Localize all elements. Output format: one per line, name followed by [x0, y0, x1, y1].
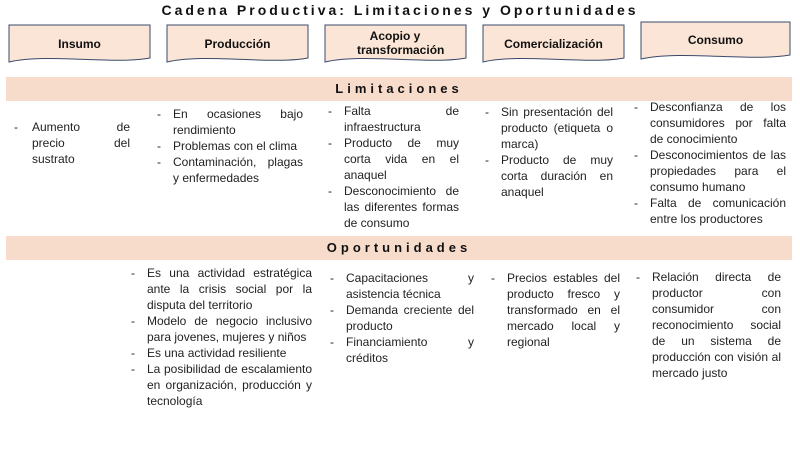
limitaciones-insumo: [12, 119, 130, 167]
list-item: - La posibilidad de escalamiento en organización, producción y tecnología: [129, 361, 312, 409]
bullet-list: [483, 104, 613, 200]
list-item: - Es una actividad estratégica ante la crisis social por la disputa del territorio: [129, 265, 312, 313]
list-item: - Relación directa de productor con consumidor con reconocimiento social de un sistema de producción con visión al mercado justo: [634, 269, 781, 381]
bullet-list: [489, 270, 620, 350]
list-item: - Desconfianza de los consumidores por falta de conocimiento: [632, 99, 786, 147]
bullet-list: [155, 106, 303, 186]
list-item: - Aumento de precio del sustrato: [12, 119, 130, 167]
stage-label-insumo: Insumo: [58, 37, 101, 51]
stage-consumo: [640, 21, 791, 63]
limitaciones-produccion: [155, 106, 303, 186]
bullet-list: [326, 103, 459, 231]
oportunidades-consumo: [634, 269, 781, 381]
limitaciones-consumo: [632, 99, 786, 227]
stage-label-acopio: Acopio y transformación: [357, 29, 445, 57]
diagram-title: Cadena Productiva: Limitaciones y Oportunidades: [161, 2, 639, 18]
limitaciones-comercializacion: [483, 104, 613, 200]
list-item: - Modelo de negocio inclusivo para jovenes, mujeres y niños: [129, 313, 312, 345]
list-item: - Financiamiento y créditos: [328, 334, 474, 366]
list-item: - Desconocimiento de las diferentes formas de consumo: [326, 183, 459, 231]
list-item: - Contaminación, plagas y enfermedades: [155, 154, 303, 186]
oportunidades-produccion: [129, 265, 312, 409]
list-item: - Precios estables del producto fresco y transformado en el mercado local y regional: [489, 270, 620, 350]
stage-label-consumo: Consumo: [687, 33, 744, 47]
stage-label-produccion: Producción: [204, 37, 271, 51]
stage-produccion: [166, 24, 309, 66]
bullet-list: [634, 269, 781, 381]
stage-label-comercializacion: Comercialización: [504, 37, 603, 51]
list-item: - Falta de infraestructura: [326, 103, 459, 135]
list-item: - Producto de muy corta duración en anaquel: [483, 152, 613, 200]
oportunidades-acopio: [328, 270, 474, 366]
bullet-list: [12, 119, 130, 167]
oportunidades-comercializacion: [489, 270, 620, 350]
list-item: - Capacitaciones y asistencia técnica: [328, 270, 474, 302]
limitaciones-acopio: [326, 103, 459, 231]
list-item: - En ocasiones bajo rendimiento: [155, 106, 303, 138]
list-item: - Sin presentación del producto (etiqueta o marca): [483, 104, 613, 152]
list-item: - Demanda creciente del producto: [328, 302, 474, 334]
stage-comercializacion: [482, 24, 625, 66]
list-item: - Es una actividad resiliente: [129, 345, 312, 361]
limitaciones-band: Limitaciones: [6, 77, 792, 101]
list-item: - Falta de comunicación entre los productores: [632, 195, 786, 227]
oportunidades-band: Oportunidades: [6, 236, 792, 260]
stage-acopio: [324, 24, 467, 66]
bullet-list: [328, 270, 474, 366]
list-item: - Producto de muy corta vida en el anaquel: [326, 135, 459, 183]
stage-insumo: [8, 24, 151, 66]
bullet-list: [632, 99, 786, 227]
bullet-list: [129, 265, 312, 409]
list-item: - Problemas con el clima: [155, 138, 303, 154]
list-item: - Desconocimientos de las propiedades para el consumo humano: [632, 147, 786, 195]
